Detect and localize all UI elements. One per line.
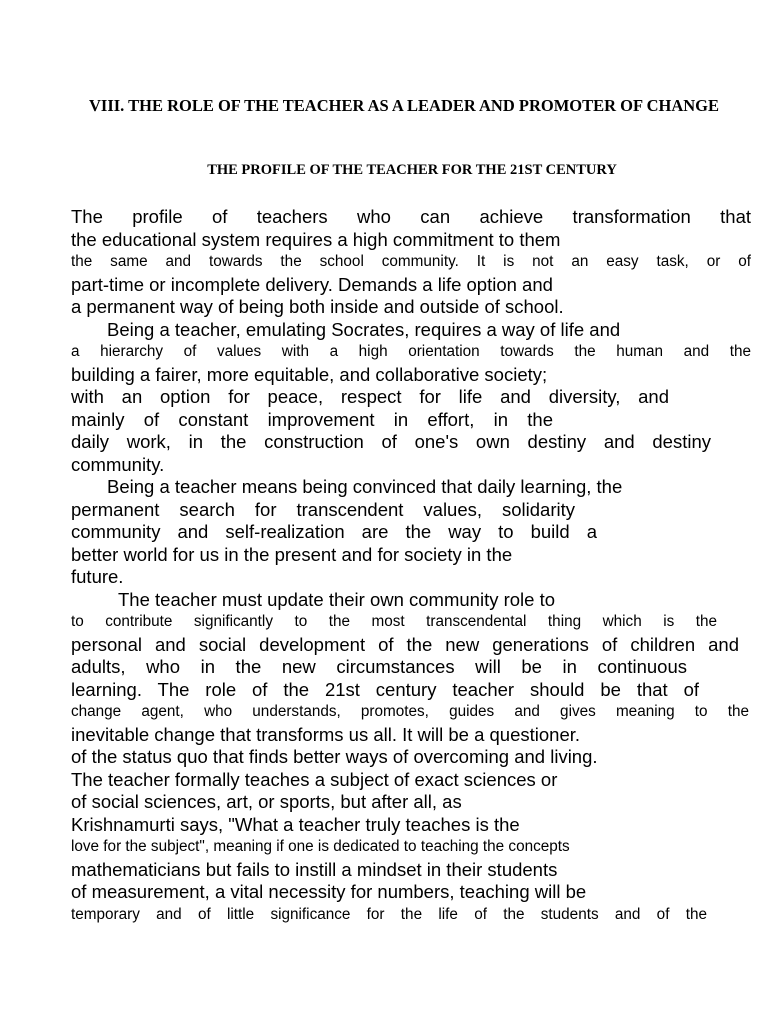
text-line: mathematicians but fails to instill a mindset in their students	[71, 858, 558, 880]
text-line: to contribute significantly to the most transcendental thing which is the	[71, 613, 717, 630]
text-line: Being a teacher means being convinced that daily learning, the	[107, 476, 623, 497]
text-line: a hierarchy of values with a high orientation towards the human and the	[71, 343, 751, 360]
section-subheading: THE PROFILE OF THE TEACHER FOR THE 21ST CENTURY	[207, 162, 617, 178]
text-line: of social sciences, art, or sports, but after all, as	[71, 791, 462, 812]
text-line: the same and towards the school community. It is not an easy task, or of	[71, 253, 751, 270]
text-line: personal and social development of the new generations of children and	[71, 633, 739, 655]
text-line: temporary and of little significance for the life of the students and of the	[71, 905, 707, 923]
text-line: daily work, in the construction of one's own destiny and destiny	[71, 431, 711, 452]
text-line: The teacher must update their own community role to	[118, 588, 556, 610]
text-line: with an option for peace, respect for life and diversity, and	[71, 386, 669, 407]
text-line: Krishnamurti says, "What a teacher truly teaches is the	[71, 813, 520, 835]
text-line: part-time or incomplete delivery. Demands a life option and	[71, 273, 553, 295]
text-line: love for the subject", meaning if one is dedicated to teaching the concepts	[71, 838, 570, 855]
text-line: a permanent way of being both inside and outside of school.	[71, 296, 564, 317]
text-line: The profile of teachers who can achieve transformation that	[71, 206, 751, 227]
text-line: future.	[71, 566, 124, 587]
text-line: better world for us in the present and for society in the	[71, 543, 513, 565]
section-heading: VIII. THE ROLE OF THE TEACHER AS A LEADER AND PROMOTER OF CHANGE	[88, 96, 720, 115]
text-line: change agent, who understands, promotes, guides and gives meaning to the	[71, 703, 749, 720]
text-line: community and self-realization are the way to build a	[71, 521, 597, 542]
text-line: mainly of constant improvement in effort, in the	[71, 408, 553, 430]
text-line: community.	[71, 453, 165, 475]
body-text	[71, 206, 751, 926]
text-line: of measurement, a vital necessity for numbers, teaching will be	[71, 881, 587, 902]
text-line: Being a teacher, emulating Socrates, requires a way of life and	[107, 318, 621, 340]
text-line: The teacher formally teaches a subject of exact sciences or	[71, 768, 558, 790]
text-line: inevitable change that transforms us all. It will be a questioner.	[71, 723, 581, 745]
text-line: adults, who in the new circumstances will be in continuous	[71, 656, 687, 677]
text-line: of the status quo that finds better ways of overcoming and living.	[71, 746, 598, 767]
text-line: building a fairer, more equitable, and collaborative society;	[71, 363, 548, 385]
text-line: permanent search for transcendent values, solidarity	[71, 498, 575, 520]
text-line: the educational system requires a high commitment to them	[71, 228, 561, 250]
text-line: learning. The role of the 21st century teacher should be that of	[71, 678, 699, 700]
